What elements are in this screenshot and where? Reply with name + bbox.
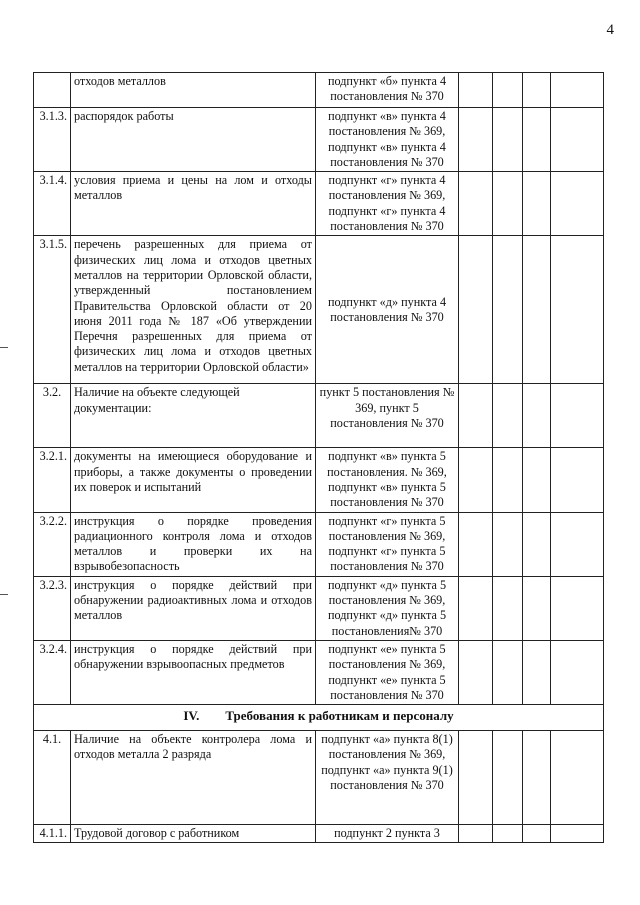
- answer-cell-yes[interactable]: [459, 448, 493, 512]
- row-number: 3.2.4.: [34, 640, 71, 704]
- section-header-row: [34, 705, 604, 731]
- row-number: 3.1.4.: [34, 172, 71, 236]
- requirement-text: документы на имеющиеся оборудование и приборы, а также документы о проведении их поверок и испытаний: [71, 448, 316, 512]
- answer-cell-no[interactable]: [493, 108, 523, 172]
- requirement-text: инструкция о порядке проведения радиационного контроля лома и отходов металлов и проверки их на взрывобезопасность: [71, 512, 316, 576]
- answer-cell-note[interactable]: [551, 576, 604, 640]
- answer-cell-yes[interactable]: [459, 512, 493, 576]
- answer-cell-yes[interactable]: [459, 172, 493, 236]
- answer-cell-note[interactable]: [551, 236, 604, 384]
- answer-cell-note[interactable]: [551, 731, 604, 825]
- legal-reference: подпункт 2 пункта 3: [316, 825, 459, 843]
- answer-cell-yes[interactable]: [459, 576, 493, 640]
- answer-cell-note[interactable]: [551, 73, 604, 108]
- scan-margin-mark: [0, 347, 8, 348]
- table-row: [34, 731, 604, 825]
- answer-cell-yes[interactable]: [459, 108, 493, 172]
- answer-cell-na[interactable]: [523, 640, 551, 704]
- answer-cell-na[interactable]: [523, 384, 551, 448]
- row-number: 4.1.1.: [34, 825, 71, 843]
- answer-cell-na[interactable]: [523, 236, 551, 384]
- requirement-text: инструкция о порядке действий при обнаружении взрывоопасных предметов: [71, 640, 316, 704]
- requirement-text: распорядок работы: [71, 108, 316, 172]
- section-title: Требования к работникам и персоналу: [225, 708, 454, 724]
- legal-reference: подпункт «а» пункта 8(1) постановления № 369, подпункт «а» пункта 9(1) постановления № 370: [316, 731, 459, 825]
- answer-cell-yes[interactable]: [459, 731, 493, 825]
- answer-cell-na[interactable]: [523, 448, 551, 512]
- answer-cell-no[interactable]: [493, 236, 523, 384]
- requirement-text: Наличие на объекте контролера лома и отходов металла 2 разряда: [71, 731, 316, 825]
- table-row: [34, 108, 604, 172]
- answer-cell-yes[interactable]: [459, 825, 493, 843]
- answer-cell-no[interactable]: [493, 512, 523, 576]
- table-row: [34, 448, 604, 512]
- table-row: [34, 640, 604, 704]
- scan-margin-mark: [0, 594, 8, 595]
- legal-reference: подпункт «в» пункта 4 постановления № 369, подпункт «в» пункта 4 постановления № 370: [316, 108, 459, 172]
- answer-cell-note[interactable]: [551, 384, 604, 448]
- answer-cell-note[interactable]: [551, 172, 604, 236]
- requirement-text: Трудовой договор с работником: [71, 825, 316, 843]
- requirement-text: перечень разрешенных для приема от физических лиц лома и отходов цветных металлов на территории Орловской области, утвержденный постановлением Правительства Орловской области от 20 июня 2011 года № 187 «Об утверждении Перечня разрешенных для приема от физических лиц лома и отходов цветных металлов на территории Орловской области»: [71, 236, 316, 384]
- answer-cell-note[interactable]: [551, 825, 604, 843]
- legal-reference: подпункт «в» пункта 5 постановления. № 369, подпункт «в» пункта 5 постановления № 370: [316, 448, 459, 512]
- legal-reference: подпункт «г» пункта 5 постановления № 369, подпункт «г» пункта 5 постановления № 370: [316, 512, 459, 576]
- table-row: [34, 576, 604, 640]
- checklist-table: [33, 72, 604, 843]
- legal-reference: подпункт «г» пункта 4 постановления № 369, подпункт «г» пункта 4 постановления № 370: [316, 172, 459, 236]
- requirement-text: Наличие на объекте следующей документации:: [71, 384, 316, 448]
- row-number: [34, 73, 71, 108]
- answer-cell-na[interactable]: [523, 512, 551, 576]
- answer-cell-no[interactable]: [493, 172, 523, 236]
- table-row: [34, 172, 604, 236]
- table-row: [34, 825, 604, 843]
- answer-cell-yes[interactable]: [459, 236, 493, 384]
- answer-cell-note[interactable]: [551, 108, 604, 172]
- answer-cell-no[interactable]: [493, 731, 523, 825]
- answer-cell-no[interactable]: [493, 73, 523, 108]
- row-number: 3.2.1.: [34, 448, 71, 512]
- answer-cell-note[interactable]: [551, 512, 604, 576]
- legal-reference: подпункт «б» пункта 4 постановления № 370: [316, 73, 459, 108]
- table-row: [34, 73, 604, 108]
- answer-cell-na[interactable]: [523, 576, 551, 640]
- legal-reference: подпункт «е» пункта 5 постановления № 369, подпункт «е» пункта 5 постановления № 370: [316, 640, 459, 704]
- row-number: 4.1.: [34, 731, 71, 825]
- answer-cell-yes[interactable]: [459, 384, 493, 448]
- answer-cell-na[interactable]: [523, 73, 551, 108]
- answer-cell-no[interactable]: [493, 640, 523, 704]
- page-number: 4: [606, 22, 614, 38]
- answer-cell-no[interactable]: [493, 825, 523, 843]
- answer-cell-no[interactable]: [493, 384, 523, 448]
- row-number: 3.2.: [34, 384, 71, 448]
- answer-cell-na[interactable]: [523, 731, 551, 825]
- legal-reference: подпункт «д» пункта 4 постановления № 370: [316, 236, 459, 384]
- row-number: 3.2.2.: [34, 512, 71, 576]
- table-row: [34, 236, 604, 384]
- answer-cell-na[interactable]: [523, 825, 551, 843]
- requirement-text: отходов металлов: [71, 73, 316, 108]
- answer-cell-yes[interactable]: [459, 73, 493, 108]
- answer-cell-yes[interactable]: [459, 640, 493, 704]
- legal-reference: пункт 5 постановления № 369, пункт 5 постановления № 370: [316, 384, 459, 448]
- table-row: [34, 384, 604, 448]
- answer-cell-na[interactable]: [523, 172, 551, 236]
- table-row: [34, 512, 604, 576]
- legal-reference: подпункт «д» пункта 5 постановления № 369, подпункт «д» пункта 5 постановления№ 370: [316, 576, 459, 640]
- section-heading: [34, 705, 604, 731]
- answer-cell-note[interactable]: [551, 640, 604, 704]
- row-number: 3.1.3.: [34, 108, 71, 172]
- requirement-text: инструкция о порядке действий при обнаружении радиоактивных лома и отходов металлов: [71, 576, 316, 640]
- answer-cell-no[interactable]: [493, 576, 523, 640]
- row-number: 3.2.3.: [34, 576, 71, 640]
- requirement-text: условия приема и цены на лом и отходы металлов: [71, 172, 316, 236]
- answer-cell-na[interactable]: [523, 108, 551, 172]
- answer-cell-note[interactable]: [551, 448, 604, 512]
- section-number: IV.: [183, 708, 200, 724]
- row-number: 3.1.5.: [34, 236, 71, 384]
- answer-cell-no[interactable]: [493, 448, 523, 512]
